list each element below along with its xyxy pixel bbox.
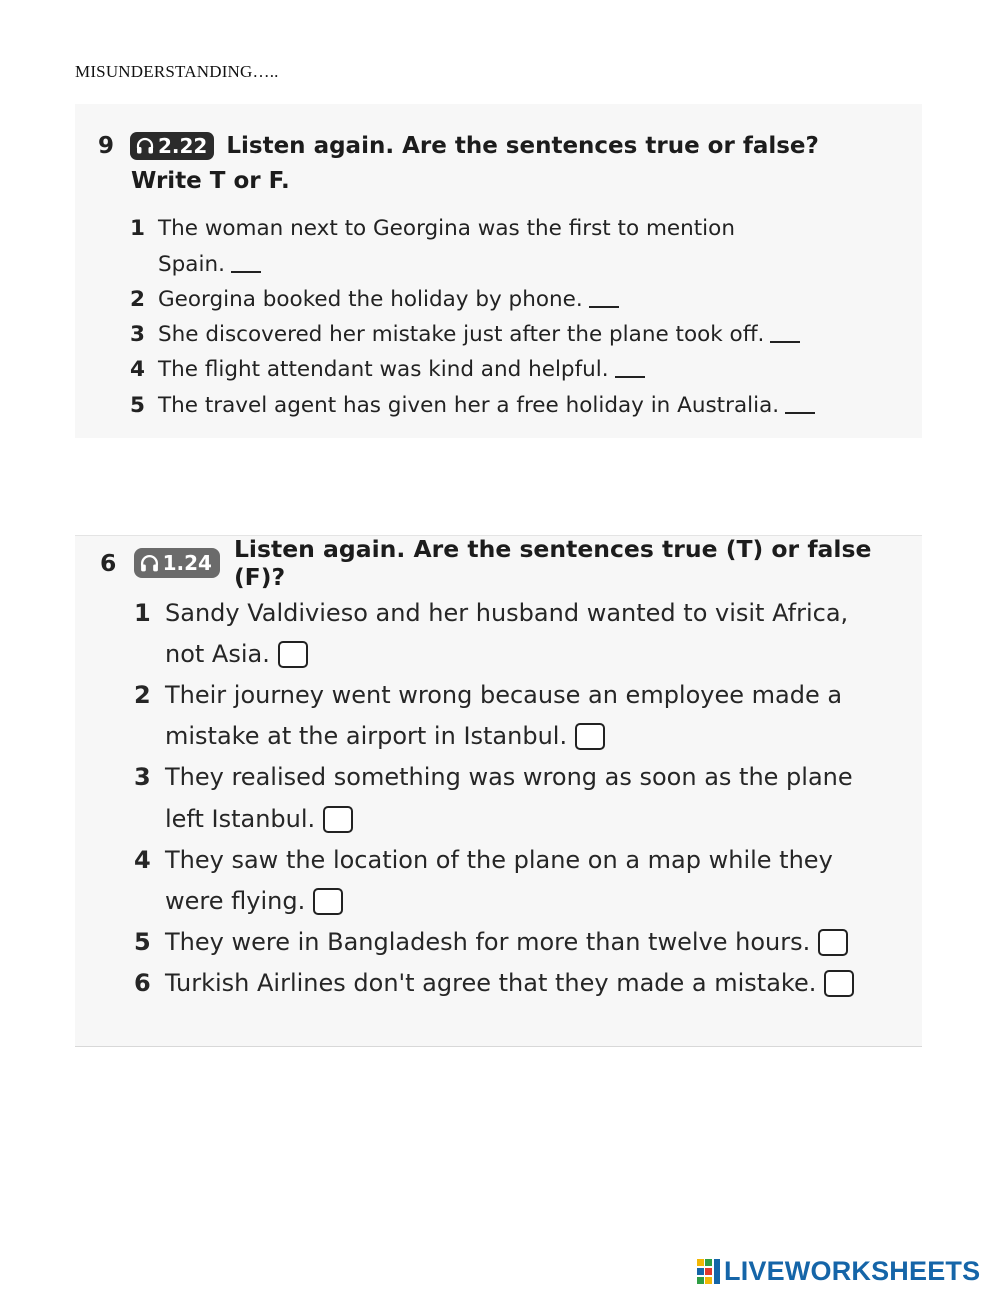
- audio-track-badge[interactable]: [130, 132, 214, 160]
- item-number: 2: [134, 681, 151, 709]
- item-number: 4: [130, 357, 145, 382]
- answer-blank[interactable]: [231, 271, 261, 273]
- item-text: Spain.: [158, 252, 225, 277]
- item-text: Georgina booked the holiday by phone.: [158, 287, 583, 312]
- item-text: Turkish Airlines don't agree that they made a mistake.: [165, 969, 817, 997]
- item-text: mistake at the airport in Istanbul.: [165, 722, 568, 750]
- item-number: 2: [130, 287, 145, 312]
- exercise-number: 6: [100, 549, 117, 577]
- item-text: not Asia.: [165, 640, 270, 668]
- exercise-instruction: Listen again. Are the sentences true or false?: [226, 133, 819, 159]
- headphones-icon: [139, 553, 160, 574]
- item-text: She discovered her mistake just after the plane took off.: [158, 322, 765, 347]
- item-number: 3: [130, 322, 145, 347]
- liveworksheets-logo-icon: [697, 1259, 721, 1285]
- item-text: The travel agent has given her a free holiday in Australia.: [158, 393, 780, 418]
- item-number: 5: [134, 928, 151, 956]
- item-text: Sandy Valdivieso and her husband wanted to visit Africa,: [165, 599, 849, 627]
- item-text: left Istanbul.: [165, 805, 316, 833]
- audio-track-number: 1.24: [162, 551, 212, 575]
- item-number: 1: [134, 599, 151, 627]
- item-text: The flight attendant was kind and helpful.: [158, 357, 609, 382]
- brand-name: LIVEWORKSHEETS: [724, 1256, 981, 1286]
- exercise-instruction-continued: Write T or F.: [131, 168, 290, 194]
- item-text: Their journey went wrong because an employee made a: [165, 681, 843, 709]
- answer-checkbox[interactable]: [824, 970, 854, 997]
- answer-blank[interactable]: [589, 306, 619, 308]
- headphones-icon: [135, 136, 155, 156]
- audio-track-number: 2.22: [158, 134, 208, 158]
- item-text: They saw the location of the plane on a map while they: [165, 846, 833, 874]
- answer-checkbox[interactable]: [278, 641, 308, 668]
- item-text: They were in Bangladesh for more than twelve hours.: [165, 928, 811, 956]
- exercise-9-panel: [75, 104, 922, 438]
- exercise-6-panel: [75, 535, 922, 1047]
- item-number: 1: [130, 216, 145, 241]
- answer-blank[interactable]: [770, 341, 800, 343]
- item-text: were flying.: [165, 887, 306, 915]
- exercise-instruction: Listen again. Are the sentences true (T) or false (F)?: [233, 535, 872, 591]
- answer-blank[interactable]: [615, 376, 645, 378]
- answer-checkbox[interactable]: [818, 929, 848, 956]
- item-number: 5: [130, 393, 145, 418]
- page-title: MISUNDERSTANDING…..: [75, 62, 279, 81]
- item-number: 4: [134, 846, 151, 874]
- answer-blank[interactable]: [785, 412, 815, 414]
- exercise-number: 9: [98, 133, 115, 159]
- exercise-9-header: [98, 128, 819, 164]
- item-number: 3: [134, 763, 151, 791]
- answer-checkbox[interactable]: [313, 888, 343, 915]
- liveworksheets-brand[interactable]: [697, 1256, 980, 1287]
- answer-checkbox[interactable]: [575, 723, 605, 750]
- item-text: They realised something was wrong as soon as the plane: [165, 763, 853, 791]
- exercise-6-header: [100, 535, 922, 591]
- item-number: 6: [134, 969, 151, 997]
- item-text: The woman next to Georgina was the first to mention: [158, 216, 735, 241]
- answer-checkbox[interactable]: [323, 806, 353, 833]
- audio-track-badge[interactable]: [134, 548, 220, 578]
